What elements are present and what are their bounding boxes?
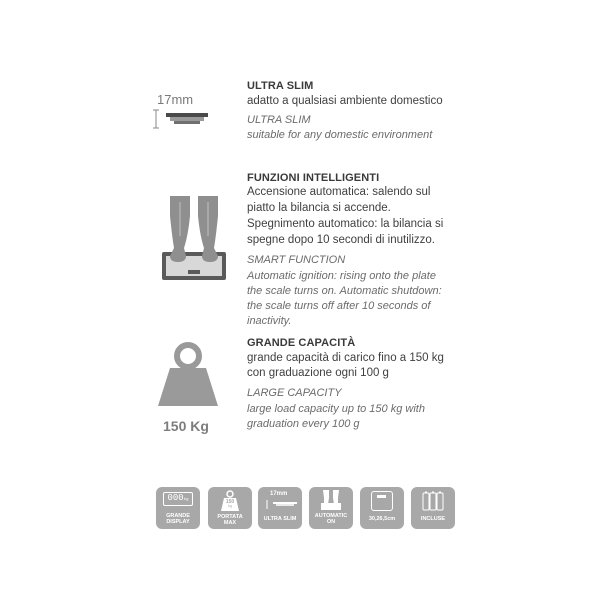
badge-caption: PORTATA [217, 514, 243, 520]
smart-line-en-3: the scale turns off after 10 seconds of [247, 300, 431, 312]
slim-title-en: ULTRA SLIM [247, 114, 311, 126]
badge-ultra-slim [258, 487, 302, 529]
smart-line-1: Accensione automatica: salendo sul [247, 186, 431, 198]
badge-grande-display [156, 487, 200, 529]
badge-scale-size [360, 487, 404, 529]
smart-title-en: SMART FUNCTION [247, 254, 346, 266]
badge-caption: 30,26,5cm [368, 516, 396, 522]
smart-title: FUNZIONI INTELLIGENTI [247, 172, 380, 184]
slim-text-en: suitable for any domestic environment [247, 129, 433, 141]
smart-line-en-1: Automatic ignition: rising onto the plate [247, 270, 436, 282]
ultra-slim-icon [264, 499, 298, 511]
smart-line-4: spegne dopo 10 secondi di inutilizzo. [247, 234, 435, 246]
badge-caption: ULTRA SLIM [263, 516, 297, 522]
smart-line-en-4: inactivity. [247, 315, 292, 327]
badge-caption: GRANDE [166, 513, 190, 519]
capacity-line-en-2: graduation every 100 g [247, 418, 360, 430]
smart-line-2: piatto la bilancia si accende. [247, 202, 391, 214]
feet-icon [320, 490, 342, 510]
capacity-weight-label: 150 Kg [163, 418, 209, 434]
ultra-slim-measure: 17mm [270, 491, 288, 497]
slim-title: ULTRA SLIM [247, 80, 314, 92]
weight-value: 150 [225, 499, 235, 505]
display-icon [163, 492, 193, 506]
kettlebell-weight-icon [156, 342, 220, 408]
smart-line-3: Spegnimento automatico: la bilancia si [247, 218, 444, 230]
capacity-title-en: LARGE CAPACITY [247, 387, 342, 399]
badge-automatic-on [309, 487, 353, 529]
badge-portata-max [208, 487, 252, 529]
capacity-line-en-1: large load capacity up to 150 kg with [247, 403, 425, 415]
badge-caption: DISPLAY [166, 519, 190, 525]
badge-batterie-incluse [411, 487, 455, 529]
capacity-line-1: grande capacità di carico fino a 150 kg [247, 352, 444, 364]
capacity-line-2: con graduazione ogni 100 g [247, 367, 389, 379]
slim-text: adatto a qualsiasi ambiente domestico [247, 95, 443, 107]
battery-icon [421, 491, 445, 511]
badge-caption: MAX [223, 520, 237, 526]
ultra-slim-scale-icon [150, 108, 210, 134]
badge-caption: INCLUSE [420, 516, 446, 522]
weight-unit: kg [228, 504, 232, 508]
badge-caption: ON [326, 519, 336, 525]
display-unit: kg [183, 498, 189, 502]
display-value: 000 [167, 493, 184, 503]
scale-icon [371, 491, 393, 511]
capacity-title: GRANDE CAPACITÀ [247, 337, 356, 349]
badge-caption: AUTOMATIC [314, 513, 348, 519]
smart-line-en-2: the scale turns on. Automatic shutdown: [247, 285, 442, 297]
feet-on-scale-icon [160, 196, 228, 284]
slim-measure-label: 17mm [157, 92, 194, 107]
